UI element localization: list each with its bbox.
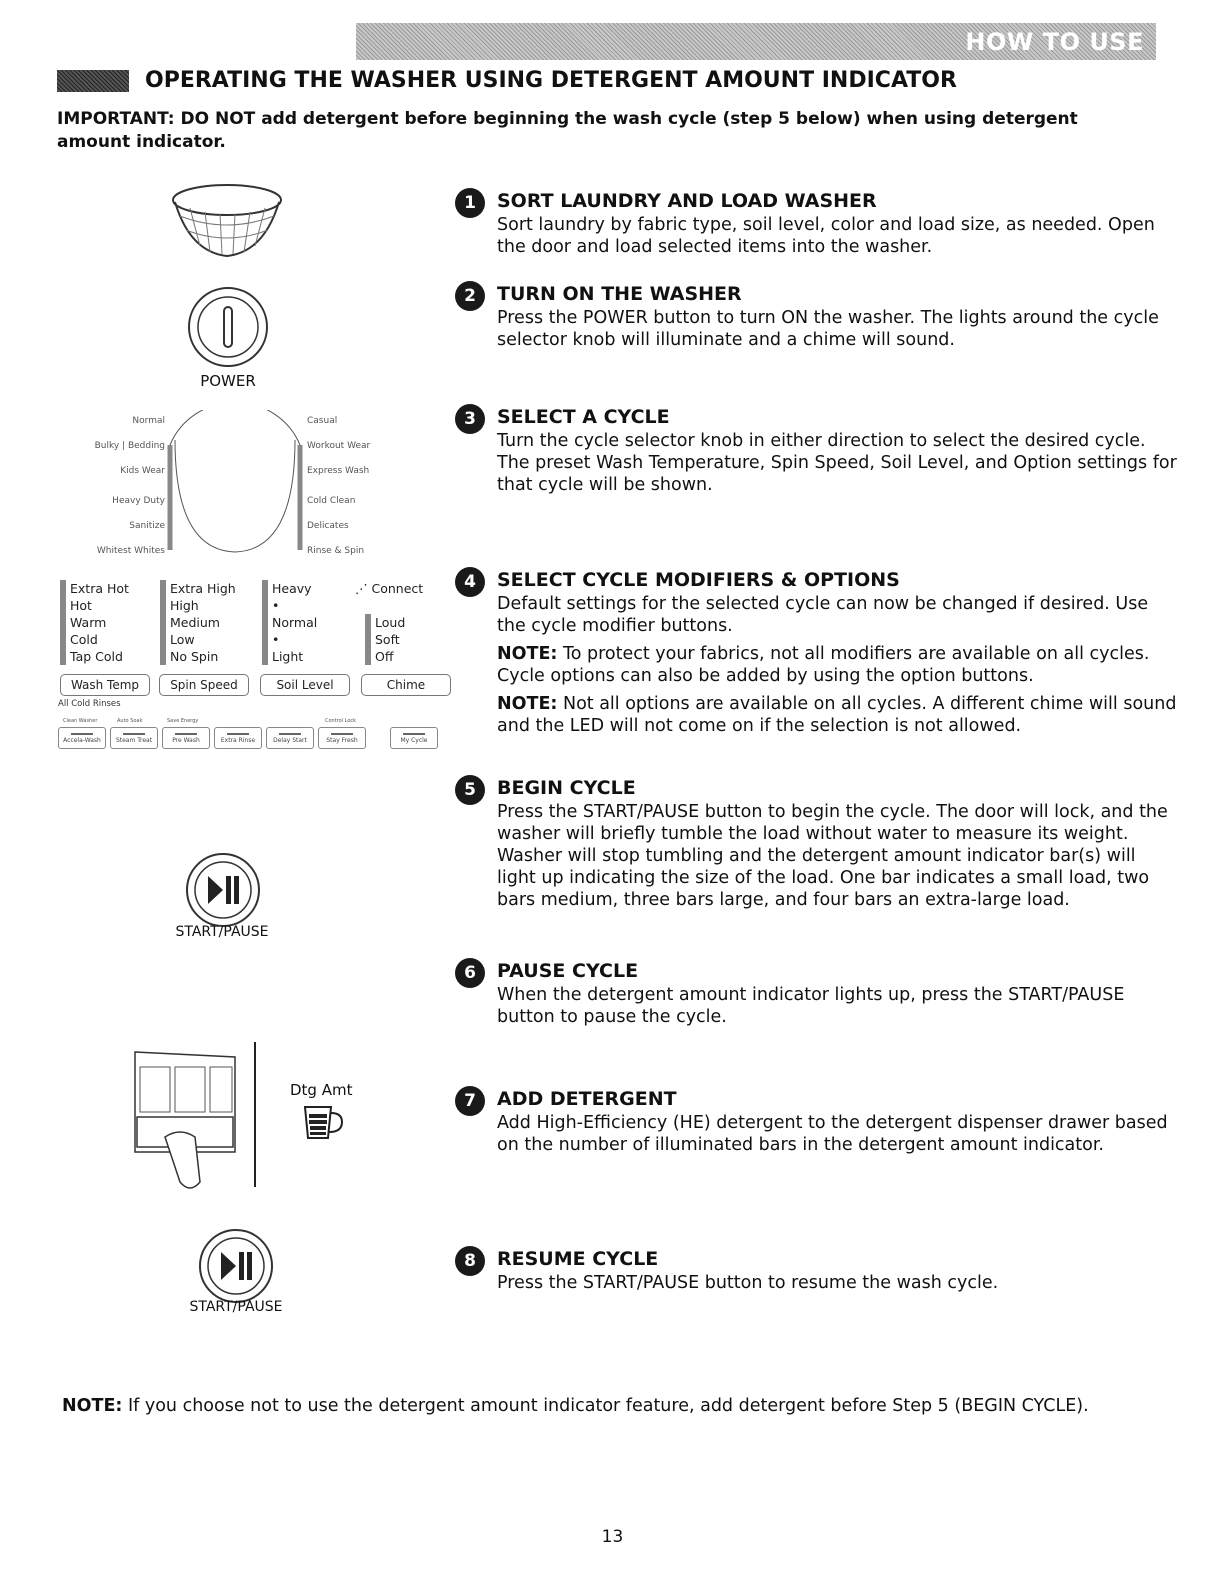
note-label: NOTE: <box>497 644 558 664</box>
step-heading: SELECT A CYCLE <box>497 406 670 428</box>
page-number: 13 <box>601 1527 624 1547</box>
step-heading: SORT LAUNDRY AND LOAD WASHER <box>497 190 877 212</box>
detergent-cup-icon <box>302 1104 344 1142</box>
section-title: OPERATING THE WASHER USING DETERGENT AMOUNT INDICATOR <box>145 68 957 93</box>
important-note: IMPORTANT: DO NOT add detergent before beginning the wash cycle (step 5 below) when using detergent amount indicator. <box>57 109 1078 152</box>
soil-normal: Normal <box>272 615 318 630</box>
cycle-express-wash: Express Wash <box>307 466 370 476</box>
spin-options <box>160 580 236 665</box>
soil-dot-2: • <box>272 632 280 647</box>
step-body: Press the START/PAUSE button to resume the wash cycle. <box>497 1273 999 1293</box>
temp-hot: Hot <box>70 598 92 613</box>
stay-fresh-button: Stay Fresh <box>318 727 366 749</box>
chime-options <box>365 614 405 665</box>
cycle-bulky: Bulky | Bedding <box>94 441 165 451</box>
step-number: 7 <box>455 1086 485 1116</box>
note-text: To protect your fabrics, not all modifiers are available on all cycles. Cycle options can also be added by using the option buttons. <box>497 644 1150 686</box>
step-heading: PAUSE CYCLE <box>497 960 639 982</box>
banner-text: HOW TO USE <box>965 28 1144 56</box>
extra-rinse-button: Extra Rinse <box>214 727 262 749</box>
temp-warm: Warm <box>70 615 107 630</box>
cycle-workout-wear: Workout Wear <box>307 441 371 451</box>
footer-note-label: NOTE: <box>62 1396 123 1416</box>
start-pause-label-2: START/PAUSE <box>189 1299 283 1315</box>
spin-low: Low <box>170 632 195 647</box>
spin-no-spin: No Spin <box>170 649 219 664</box>
soil-dot-1: • <box>272 598 280 613</box>
detergent-drawer-icon <box>125 1042 265 1197</box>
step-number: 3 <box>455 404 485 434</box>
start-pause-label-1: START/PAUSE <box>175 924 269 940</box>
footer-note-text: If you choose not to use the detergent amount indicator feature, add detergent before Step 5 (BEGIN CYCLE). <box>122 1396 1089 1416</box>
step-number: 6 <box>455 958 485 988</box>
temp-tap-cold: Tap Cold <box>70 649 123 664</box>
cycle-delicates: Delicates <box>307 521 349 531</box>
tiny-save-energy: Save Energy <box>167 718 199 724</box>
note-text: Not all options are available on all cycles. A different chime will sound and the LED will not come on if the selection is not allowed. <box>497 694 1177 736</box>
cycle-knob-icon <box>165 410 305 555</box>
step-heading: TURN ON THE WASHER <box>497 283 742 305</box>
accela-wash-button: Accela-Wash <box>58 727 106 749</box>
cycle-casual: Casual <box>307 416 338 426</box>
soil-options <box>262 580 317 665</box>
step-body: Add High-Efficiency (HE) detergent to the detergent dispenser drawer based on the number of illuminated bars in the detergent amount indicator. <box>497 1113 1168 1155</box>
cycle-whitest-whites: Whitest Whites <box>96 546 165 556</box>
header-banner <box>356 23 1156 60</box>
cycle-heavy-duty: Heavy Duty <box>112 496 165 506</box>
step-number: 1 <box>455 188 485 218</box>
step-body: Turn the cycle selector knob in either direction to select the desired cycle. The preset Wash Temperature, Spin Speed, Soil Level, and Option settings for that cycle will be shown. <box>497 431 1177 495</box>
spin-medium: Medium <box>170 615 220 630</box>
temp-extra-hot: Extra Hot <box>70 581 129 596</box>
step-body: Press the POWER button to turn ON the washer. The lights around the cycle selector knob will illuminate and a chime will sound. <box>497 308 1159 350</box>
soil-heavy: Heavy <box>272 581 312 596</box>
spin-high: High <box>170 598 199 613</box>
dtg-amt-label: Dtg Amt <box>290 1081 353 1099</box>
step-heading: SELECT CYCLE MODIFIERS & OPTIONS <box>497 569 900 591</box>
chime-loud: Loud <box>375 615 406 630</box>
cycle-kids-wear: Kids Wear <box>120 466 165 476</box>
soil-light: Light <box>272 649 304 664</box>
step-heading: BEGIN CYCLE <box>497 777 636 799</box>
step-body: Press the START/PAUSE button to begin the cycle. The door will lock, and the washer will briefly tumble the load without water to measure its weight. Washer will stop tumbling and the detergent amount indicator bar(s) will light up indicating the size of the load. One bar indicates a small load, two bars medium, three bars large, and four bars an extra-large load. <box>497 802 1168 910</box>
step-note-2 <box>497 693 1177 737</box>
tiny-clean-washer: Clean Washer <box>63 718 98 724</box>
step-body: When the detergent amount indicator lights up, press the START/PAUSE button to pause the cycle. <box>497 985 1125 1027</box>
start-pause-icon <box>183 852 263 932</box>
step-number: 8 <box>455 1246 485 1276</box>
chime-soft: Soft <box>375 632 400 647</box>
connect-text: Connect <box>371 581 424 596</box>
connect-label <box>355 580 423 597</box>
step-number: 2 <box>455 281 485 311</box>
footer-note <box>62 1396 1172 1416</box>
step-note-1 <box>497 643 1177 687</box>
cycle-sanitize: Sanitize <box>129 521 165 531</box>
tiny-control-lock: Control Lock <box>325 718 357 724</box>
step-number: 5 <box>455 775 485 805</box>
step-heading: RESUME CYCLE <box>497 1248 659 1270</box>
my-cycle-button: My Cycle <box>390 727 438 749</box>
section-marker <box>57 70 129 92</box>
all-cold-rinses-label: All Cold Rinses <box>58 699 121 709</box>
cycle-cold-clean: Cold Clean <box>307 496 356 506</box>
spin-extra-high: Extra High <box>170 581 236 596</box>
spin-speed-button: Spin Speed <box>159 674 249 696</box>
step-body: Default settings for the selected cycle can now be changed if desired. Use the cycle modifier buttons. <box>497 594 1149 636</box>
cycle-normal: Normal <box>132 416 165 426</box>
wash-temp-button: Wash Temp <box>60 674 150 696</box>
start-pause-icon-2 <box>196 1228 276 1308</box>
laundry-basket-icon <box>170 182 285 262</box>
chime-off: Off <box>375 649 394 664</box>
note-label: NOTE: <box>497 694 558 714</box>
step-body: Sort laundry by fabric type, soil level, color and load size, as needed. Open the door and load selected items into the washer. <box>497 215 1155 257</box>
temp-options <box>60 580 129 665</box>
pre-wash-button: Pre Wash <box>162 727 210 749</box>
cycle-rinse-spin: Rinse & Spin <box>307 546 365 556</box>
control-panel-illustration <box>55 410 455 744</box>
steam-treat-button: Steam Treat <box>110 727 158 749</box>
wifi-icon: ⋰ <box>355 581 372 596</box>
step-heading: ADD DETERGENT <box>497 1088 677 1110</box>
tiny-auto-soak: Auto Soak <box>117 718 143 724</box>
delay-start-button: Delay Start <box>266 727 314 749</box>
chime-button: Chime <box>361 674 451 696</box>
soil-level-button: Soil Level <box>260 674 350 696</box>
power-label: POWER <box>200 372 256 390</box>
temp-cold: Cold <box>70 632 98 647</box>
power-button-icon <box>186 285 270 369</box>
step-number: 4 <box>455 567 485 597</box>
